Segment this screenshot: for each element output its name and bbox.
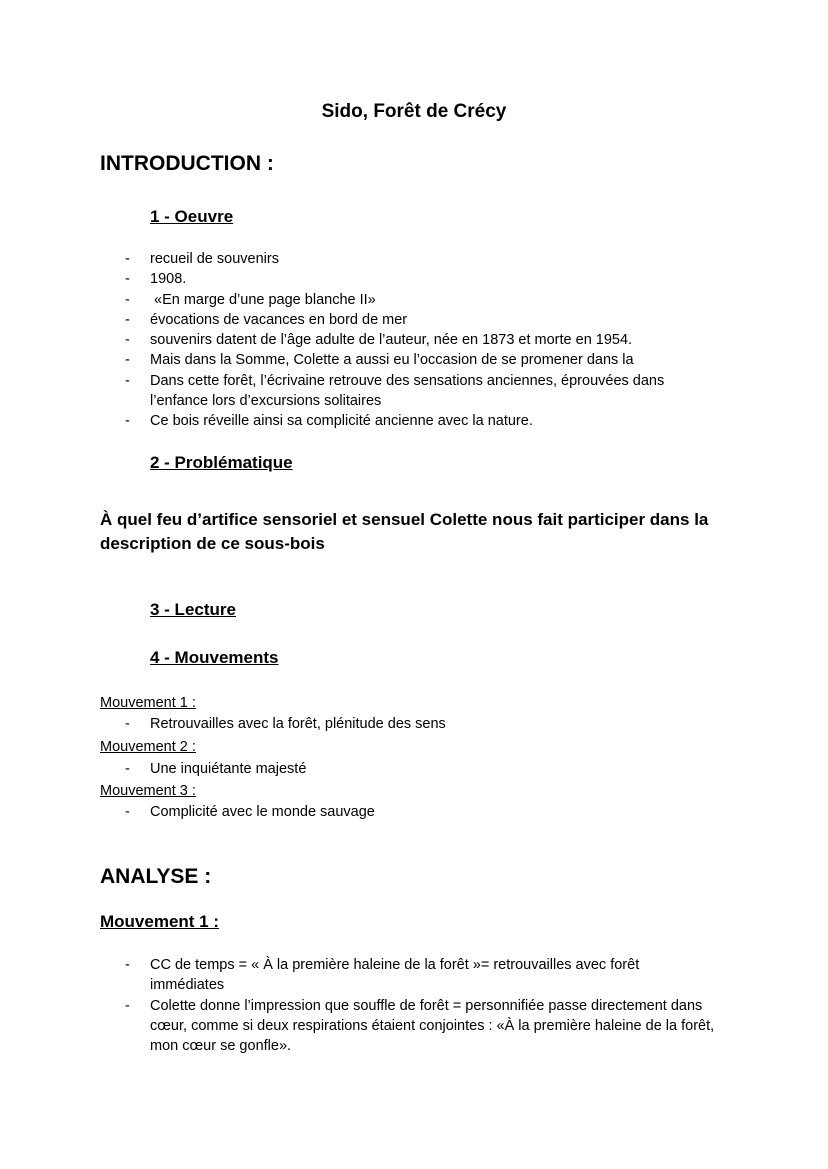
oeuvre-list (0, 249, 730, 432)
mouvement-1-label: Mouvement 1 : (100, 695, 196, 711)
mouvement-3-label: Mouvement 3 : (100, 783, 196, 799)
bullet-dash: - (125, 716, 130, 732)
problematique-heading: 2 - Problématique (150, 453, 293, 472)
introduction-heading: INTRODUCTION : (100, 152, 274, 175)
mouvement-2-label: Mouvement 2 : (100, 739, 196, 755)
lecture-heading: 3 - Lecture (150, 600, 236, 619)
list-item: - souvenirs datent de l’âge adulte de l’auteur, née en 1873 et morte en 1954. (0, 330, 730, 350)
bullet-dash: - (125, 251, 130, 267)
bullet-dash: - (125, 271, 130, 288)
mouvement-2-list (0, 759, 730, 779)
bullet-dash: - (125, 957, 130, 973)
bullet-dash: - (125, 332, 130, 349)
list-item: - évocations de vacances en bord de mer (0, 310, 730, 330)
document-title: Sido, Forêt de Crécy (321, 101, 507, 122)
list-item: - recueil de souvenirs (0, 249, 730, 269)
list-item: - Une inquiétante majesté (0, 759, 730, 779)
analyse-mouvement-1-heading: Mouvement 1 : (100, 912, 220, 931)
list-item: - CC de temps = « À la première haleine de la forêt »= retrouvailles avec forêt immédiates (125, 957, 640, 994)
analyse-mouvement-1-list (0, 955, 730, 1056)
bullet-dash: - (125, 413, 130, 430)
bullet-dash: - (125, 804, 130, 820)
bullet-dash: - (125, 997, 130, 1014)
bullet-dash: - (125, 352, 130, 369)
problematique-question: À quel feu d’artifice sensoriel et sensuel Colette nous fait participer dans la description de ce sous-bois (100, 510, 709, 553)
oeuvre-heading: 1 - Oeuvre (150, 207, 234, 226)
list-item: - Dans cette forêt, l’écrivaine retrouve des sensations anciennes, éprouvées dans l’enfance lors d’excursions solitaires (125, 372, 665, 410)
bullet-dash: - (125, 291, 130, 308)
mouvements-heading: 4 - Mouvements (150, 648, 279, 667)
mouvement-1-list (0, 714, 730, 734)
mouvement-3-list (0, 802, 730, 822)
list-item: - «En marge d’une page blanche II» (0, 290, 730, 310)
analyse-heading: ANALYSE : (100, 865, 212, 888)
list-item: - Colette donne l’impression que souffle de forêt = personnifiée passe directement dans cœur, comme si deux respirations étaient conjointes : «À la première haleine de la forêt, mon cœur se gonfle». (125, 997, 715, 1055)
list-item: - Retrouvailles avec la forêt, plénitude des sens (0, 714, 730, 734)
list-item: - 1908. (0, 269, 730, 289)
bullet-dash: - (125, 761, 130, 777)
list-item: - Mais dans la Somme, Colette a aussi eu l’occasion de se promener dans la (0, 350, 730, 370)
list-item: - Ce bois réveille ainsi sa complicité ancienne avec la nature. (0, 411, 730, 431)
bullet-dash: - (125, 311, 130, 328)
bullet-dash: - (125, 372, 130, 389)
list-item: - Complicité avec le monde sauvage (0, 802, 730, 822)
